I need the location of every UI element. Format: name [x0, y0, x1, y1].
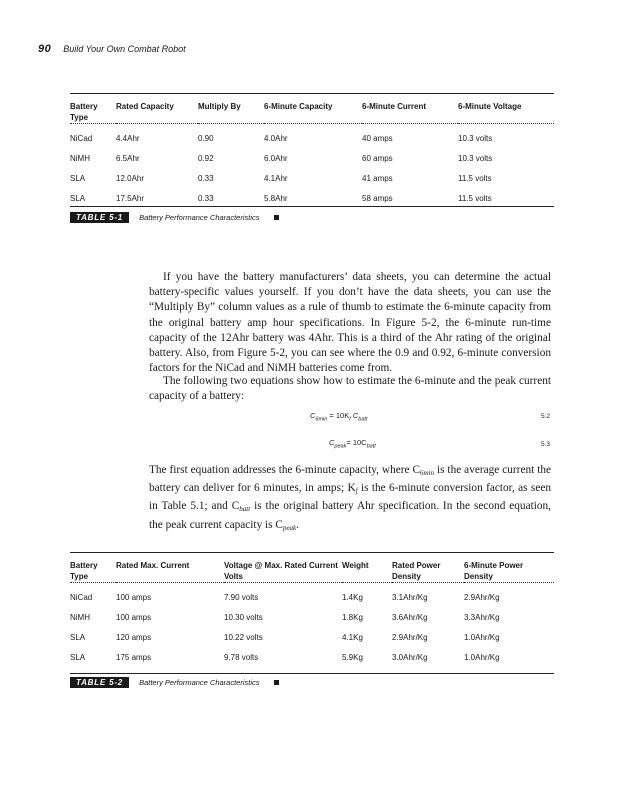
battery-table-2 [70, 552, 554, 674]
page-number: 90 [38, 43, 52, 55]
column-header: Battery Type [70, 94, 116, 124]
column-header: 6-Minute Power Density [464, 553, 554, 583]
paragraph [149, 270, 551, 376]
table-cell: 1.8Kg [342, 612, 363, 622]
table-cell: NiMH [70, 612, 90, 622]
table-label: TABLE 5-2 [70, 677, 129, 688]
eq-subscript: peak [334, 443, 347, 450]
table-cell: 41 amps [362, 173, 393, 183]
paragraph-text [149, 463, 551, 536]
eq-symbol: C [329, 438, 335, 447]
paragraph-text: The following two equations show how to estimate the 6-minute and the peak current capacity of a battery: [149, 375, 551, 403]
equation-number: 5.2 [540, 413, 550, 420]
square-bullet-icon [274, 215, 279, 220]
text-run: is the 6-minute conversion factor, as seen in Table 5.1; and C [149, 482, 551, 513]
subscript: f [355, 487, 358, 496]
eq-symbol: C [350, 411, 359, 420]
table-cell: 4.4Ahr [116, 133, 140, 143]
table-cell: 0.90 [198, 133, 214, 143]
table-cell: 3.3Ahr/Kg [464, 612, 500, 622]
table-cell: NiCad [70, 133, 93, 143]
table-cell: 3.1Ahr/Kg [392, 592, 428, 602]
table-cell: 5.8Ahr [264, 193, 288, 203]
table-header-row [70, 94, 554, 124]
table-cell: 120 amps [116, 632, 152, 642]
text-run: The first equation addresses the 6-minute capacity, where C [149, 464, 420, 476]
equation-number: 5.3 [540, 441, 550, 448]
table-cell: NiMH [70, 153, 90, 163]
table-cell: 60 amps [362, 153, 393, 163]
table-cell: 6.5Ahr [116, 153, 140, 163]
table-label: TABLE 5-1 [70, 212, 129, 223]
table-cell: 11.5 volts [458, 193, 492, 203]
table-cell: 100 amps [116, 592, 152, 602]
subscript: batt [239, 505, 251, 514]
table-caption [70, 677, 279, 688]
table-cell: 1.0Ahr/Kg [464, 652, 500, 662]
paragraph-text: If you have the battery manufacturers’ data sheets, you can determine the actual battery-specific values yourself. If you don’t have the data sheets, you can use the “Multiply By” column values as a rule of thumb to estimate the 6-minute capacity from the original battery amp hour specifications. In Figure 5-2, the 6-minute run-time capacity of the 12Ahr battery was 4Ahr. This is a third of the Ahr rating of the original battery. Also, from Figure 5-2, you can see where the 0.9 and 0.92, 6-minute conversion factors for the NiCad and NiMH batteries come from. [149, 271, 551, 375]
table-header-row [70, 553, 554, 583]
table-cell: 0.33 [198, 173, 214, 183]
table-row [70, 583, 554, 608]
table-cell: SLA [70, 173, 86, 183]
text-run: is the average current the battery can deliver for 6 minutes, in amps; K [149, 464, 551, 495]
table-cell: 2.9Ahr/Kg [464, 592, 500, 602]
table-cell: 6.0Ahr [264, 153, 288, 163]
table-cell: 3.0Ahr/Kg [392, 652, 428, 662]
table-cell: SLA [70, 193, 86, 203]
table-row [70, 647, 554, 667]
table-cell: SLA [70, 632, 86, 642]
equation-peak [329, 438, 376, 450]
table-cell: 10.22 volts [224, 632, 263, 642]
table-cell: 10.3 volts [458, 153, 493, 163]
equation-6min [310, 411, 367, 423]
table-cell: 58 amps [362, 193, 393, 203]
running-header [38, 43, 186, 55]
table-cell: 11.5 volts [458, 173, 492, 183]
column-header: 6-Minute Capacity [264, 94, 362, 124]
table-cell: 10.30 volts [224, 612, 263, 622]
eq-operator: = 10K [327, 411, 350, 420]
column-header: Rated Power Density [392, 553, 464, 583]
column-header: Voltage @ Max. Rated Current Volts [224, 553, 342, 583]
table-caption [70, 212, 279, 223]
table-cell: 5.9Kg [342, 652, 363, 662]
column-header: Rated Max. Current [116, 553, 224, 583]
table-cell: 4.1Ahr [264, 173, 288, 183]
column-header: Battery Type [70, 553, 116, 583]
column-header: Rated Capacity [116, 94, 198, 124]
table-cell: 2.9Ahr/Kg [392, 632, 428, 642]
subscript: peak [282, 523, 297, 532]
table-cell: 10.3 volts [458, 133, 493, 143]
battery-table-1 [70, 93, 554, 207]
table-row [70, 148, 554, 168]
table-cell: 4.0Ahr [264, 133, 288, 143]
table-cell: 0.33 [198, 193, 214, 203]
table-row [70, 168, 554, 188]
table-row [70, 124, 554, 149]
table-cell: 3.6Ahr/Kg [392, 612, 428, 622]
eq-symbol: C [310, 411, 316, 420]
column-header: Multiply By [198, 94, 264, 124]
book-title: Build Your Own Combat Robot [63, 44, 186, 54]
eq-subscript: batt [358, 416, 368, 423]
table-cell: 12.0Ahr [116, 173, 145, 183]
square-bullet-icon [274, 680, 279, 685]
text-run: is the original battery Ahr specification. In the second equation, the peak current capacity is C [149, 500, 551, 531]
table-row [70, 188, 554, 208]
table-cell: 17.5Ahr [116, 193, 145, 203]
table-cell: SLA [70, 652, 86, 662]
table-row [70, 607, 554, 627]
column-header: Weight [342, 553, 392, 583]
text-run: . [296, 518, 299, 531]
table-cell: 40 amps [362, 133, 393, 143]
paragraph [149, 374, 551, 404]
table-cell: 175 amps [116, 652, 152, 662]
eq-subscript: batt [366, 443, 376, 450]
eq-subscript: f [349, 416, 351, 423]
column-header: 6-Minute Voltage [458, 94, 554, 124]
caption-text: Battery Performance Characteristics [139, 678, 260, 687]
table-cell: 1.4Kg [342, 592, 363, 602]
table-cell: 1.0Ahr/Kg [464, 632, 500, 642]
column-header: 6-Minute Current [362, 94, 458, 124]
subscript: 6min [420, 469, 434, 477]
eq-operator: = 10C [346, 438, 367, 447]
table-cell: 7.90 volts [224, 592, 259, 602]
table-cell: NiCad [70, 592, 93, 602]
table-cell: 9.78 volts [224, 652, 259, 662]
table-cell: 4.1Kg [342, 632, 363, 642]
table-cell: 0.92 [198, 153, 214, 163]
paragraph [149, 463, 551, 536]
table-row [70, 627, 554, 647]
table-cell: 100 amps [116, 612, 152, 622]
eq-subscript: 6min [315, 416, 328, 423]
caption-text: Battery Performance Characteristics [139, 213, 260, 222]
